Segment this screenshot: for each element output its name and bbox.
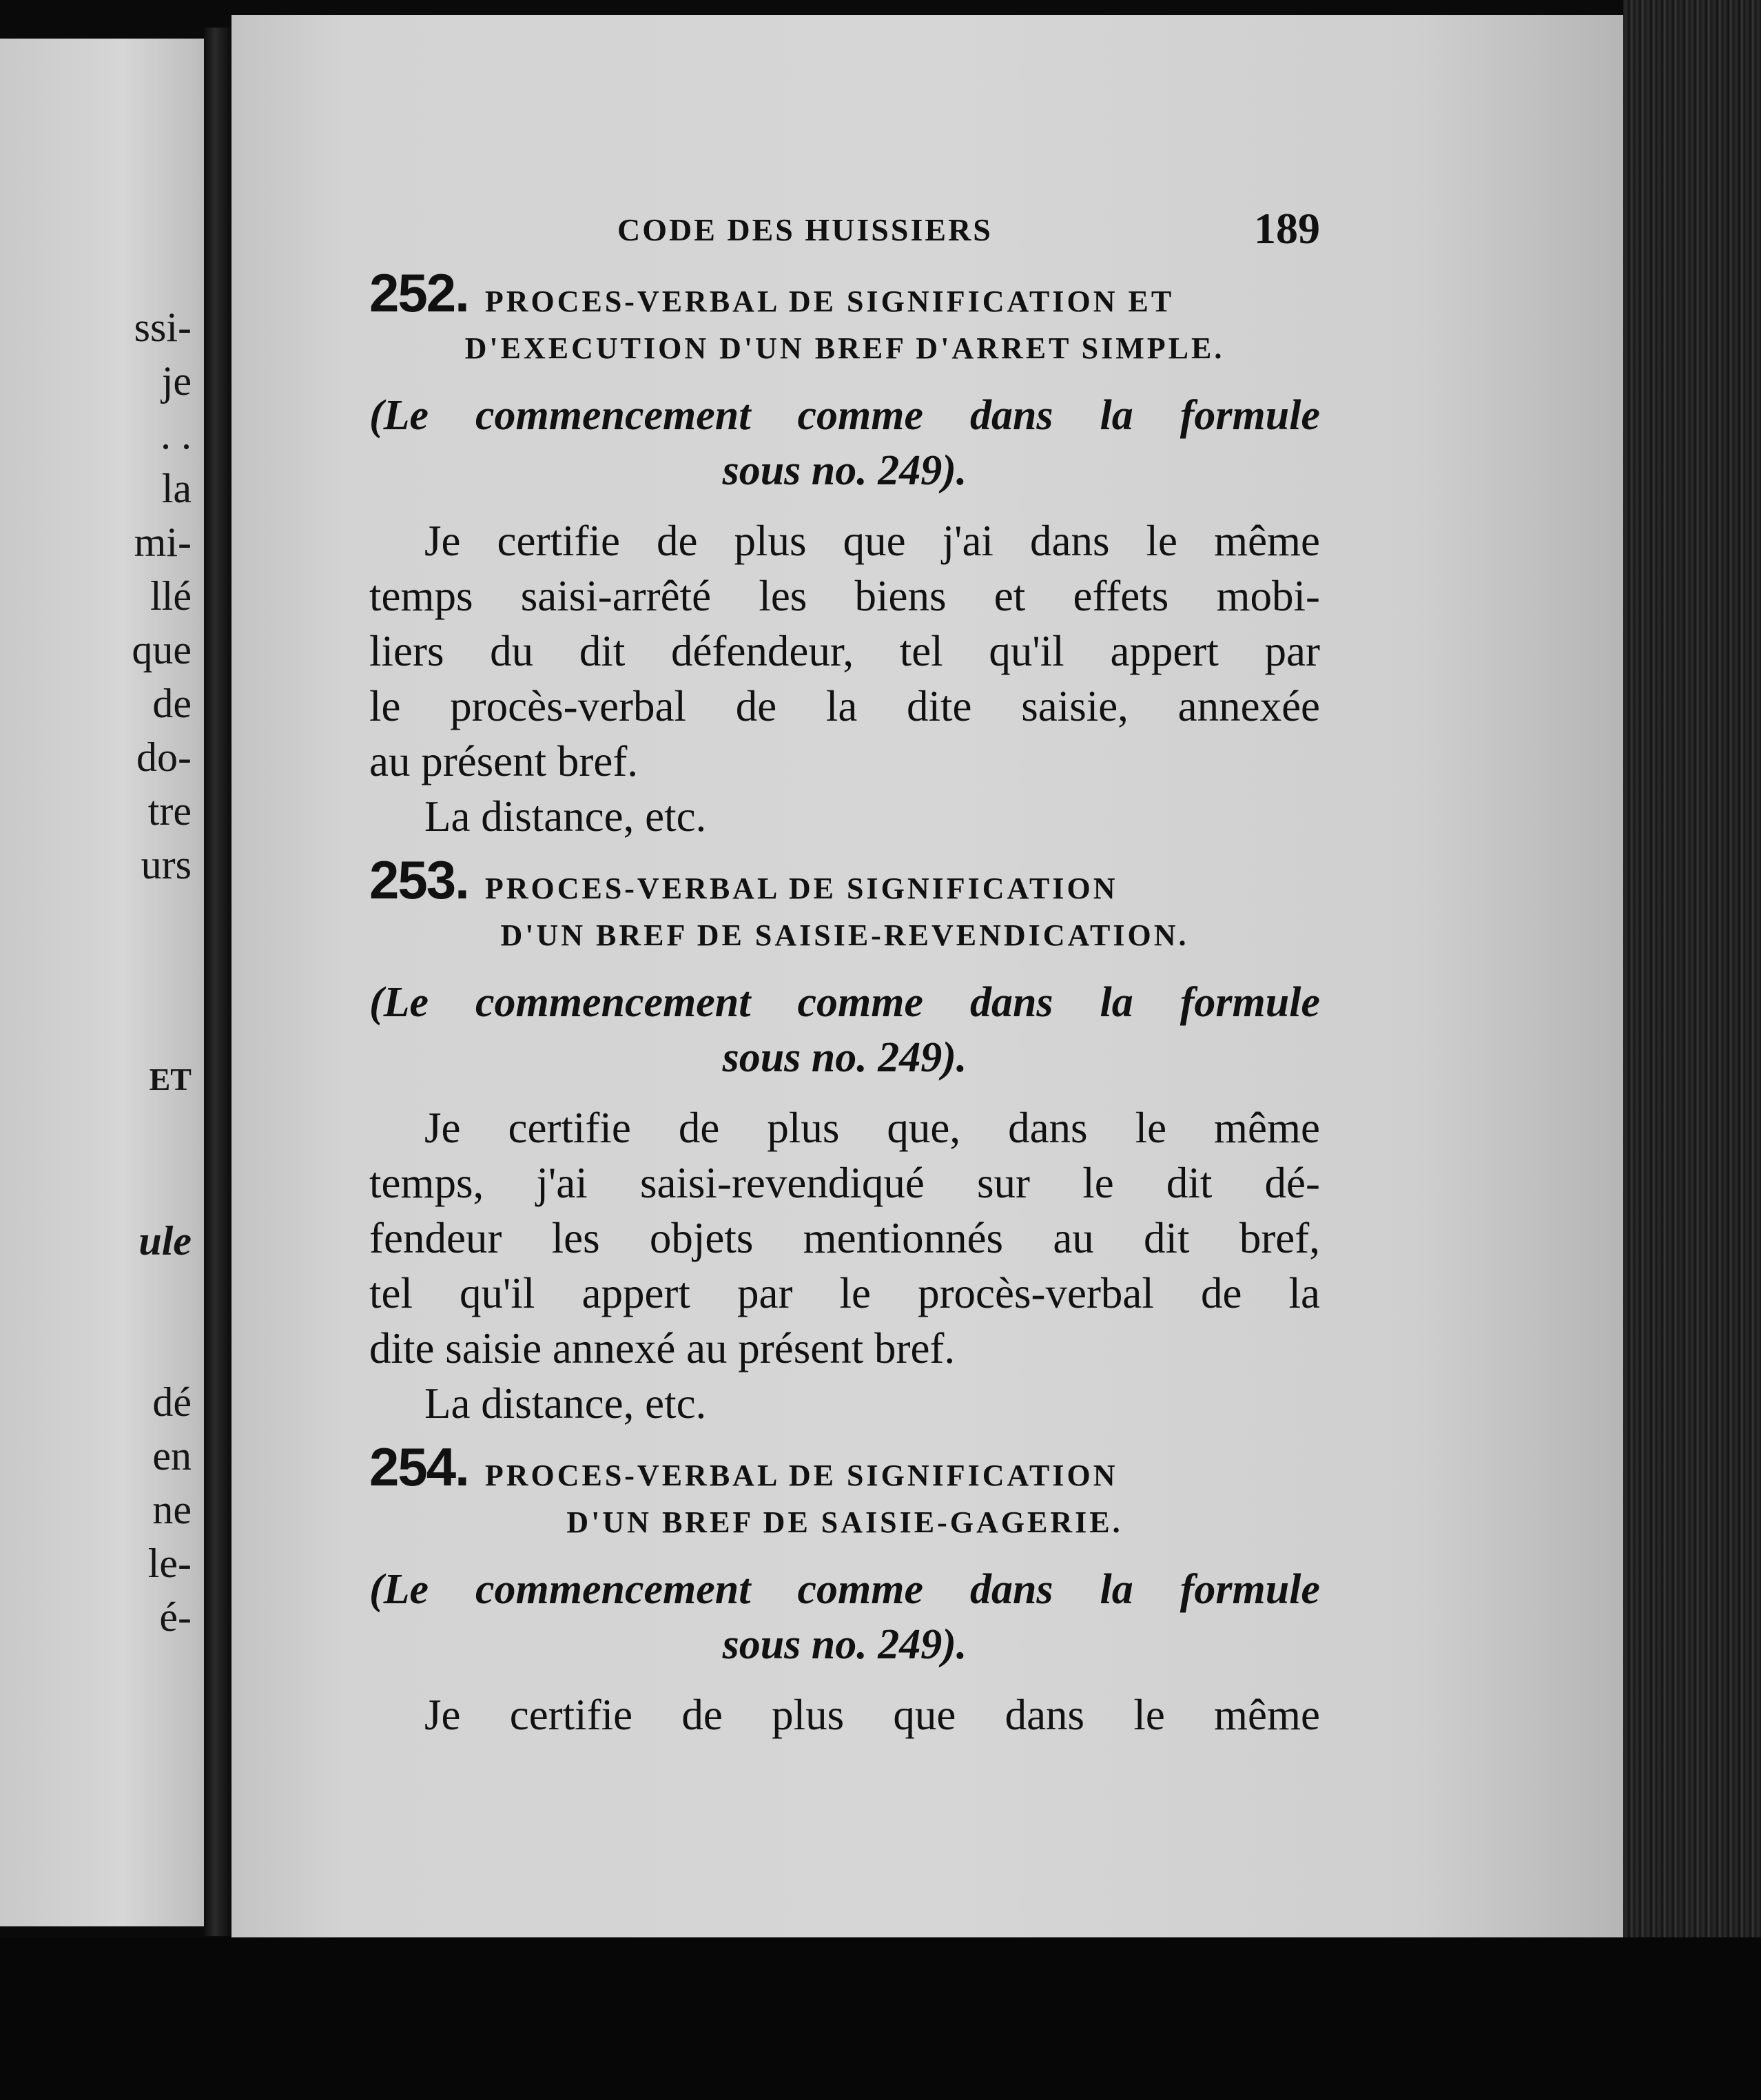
- body-paragraph: [369, 1100, 1320, 1376]
- left-fragment: ET: [149, 1062, 192, 1097]
- body-paragraph: [369, 1687, 1320, 1742]
- left-fragment: mi-: [134, 519, 192, 565]
- entry-253: [369, 851, 1320, 1431]
- left-fragment: [54, 1268, 192, 1321]
- body-line: tel qu'il appert par le procès-verbal de la: [369, 1269, 1320, 1317]
- scan-border: [0, 1937, 1761, 2100]
- left-fragment: ssi-: [134, 305, 192, 350]
- left-fragment: [54, 945, 192, 999]
- body-line: liers du dit défendeur, tel qu'il appert par: [369, 627, 1320, 675]
- left-fragment: [54, 999, 192, 1053]
- body-line: Je certifie de plus que dans le même: [424, 1691, 1320, 1739]
- entry-title-line-1: PROCES-VERBAL DE SIGNIFICATION ET: [484, 285, 1175, 318]
- body-line: le procès-verbal de la dite saisie, annexée: [369, 682, 1320, 730]
- entry-252: [369, 264, 1320, 844]
- left-fragment: de: [152, 681, 192, 726]
- entry-title-line-1: PROCES-VERBAL DE SIGNIFICATION: [484, 1459, 1118, 1492]
- entry-heading: [369, 1438, 1320, 1550]
- left-fragment: [54, 892, 192, 945]
- body-line: au présent bref.: [369, 737, 639, 785]
- running-title: CODE DES HUISSIERS: [617, 212, 993, 247]
- left-fragment: ule: [138, 1218, 192, 1264]
- body-line: dite saisie annexé au présent bref.: [369, 1324, 956, 1372]
- body-paragraph: [369, 513, 1320, 789]
- left-fragment: je: [161, 358, 192, 404]
- left-page-text-fragments: [54, 39, 192, 1644]
- formula-note: [369, 1562, 1320, 1672]
- left-fragment: [54, 1160, 192, 1214]
- left-fragment: . .: [161, 412, 192, 457]
- left-fragment: [54, 1321, 192, 1375]
- left-fragment: que: [132, 627, 192, 672]
- left-fragment: [54, 1106, 192, 1160]
- entry-title-line-2: D'EXECUTION D'UN BREF D'ARRET SIMPLE.: [464, 331, 1225, 365]
- note-line-1: (Le commencement comme dans la formule: [369, 1566, 1320, 1613]
- running-header: [369, 191, 1320, 260]
- body-line: Je certifie de plus que, dans le même: [424, 1104, 1320, 1152]
- body-line: temps saisi-arrêté les biens et effets mobi-: [369, 572, 1320, 620]
- book-gutter: [204, 28, 231, 1936]
- formula-note: [369, 975, 1320, 1085]
- note-line-1: (Le commencement comme dans la formule: [369, 979, 1320, 1026]
- entry-number: 253.: [369, 850, 468, 910]
- entry-title-line-1: PROCES-VERBAL DE SIGNIFICATION: [484, 872, 1118, 905]
- left-fragment: le-: [147, 1541, 192, 1586]
- page-stack-edge: [1623, 0, 1761, 2100]
- left-fragment: en: [152, 1433, 192, 1479]
- body-line: Je certifie de plus que j'ai dans le même: [424, 517, 1320, 565]
- left-fragment: dé: [152, 1379, 192, 1425]
- entry-heading: [369, 851, 1320, 962]
- right-page: [231, 15, 1623, 1937]
- formula-note: [369, 388, 1320, 498]
- body-line: temps, j'ai saisi-revendiqué sur le dit dé-: [369, 1159, 1320, 1207]
- left-fragment: urs: [141, 842, 192, 887]
- page-content: [369, 191, 1320, 1742]
- closing-line: La distance, etc.: [424, 792, 707, 841]
- note-line-2: sous no. 249).: [722, 1621, 967, 1668]
- note-line-2: sous no. 249).: [722, 447, 967, 494]
- left-fragment: tre: [147, 788, 192, 834]
- entry-number: 254.: [369, 1437, 468, 1497]
- entry-254: [369, 1438, 1320, 1742]
- entry-heading: [369, 264, 1320, 375]
- entry-title-line-2: D'UN BREF DE SAISIE-GAGERIE.: [566, 1505, 1123, 1539]
- closing-line: La distance, etc.: [424, 1379, 707, 1428]
- left-fragment: la: [161, 466, 192, 511]
- left-facing-page: [0, 39, 204, 1926]
- body-line: fendeur les objets mentionnés au dit bref,: [369, 1214, 1320, 1262]
- left-fragment: llé: [150, 573, 192, 619]
- note-line-2: sous no. 249).: [722, 1034, 967, 1081]
- entry-number: 252.: [369, 262, 468, 323]
- entry-title-line-2: D'UN BREF DE SAISIE-REVENDICATION.: [500, 918, 1189, 952]
- note-line-1: (Le commencement comme dans la formule: [369, 392, 1320, 439]
- left-fragment: é-: [159, 1594, 192, 1640]
- page-number: 189: [1254, 204, 1320, 253]
- left-fragment: do-: [136, 734, 192, 780]
- left-fragment: ne: [152, 1487, 192, 1532]
